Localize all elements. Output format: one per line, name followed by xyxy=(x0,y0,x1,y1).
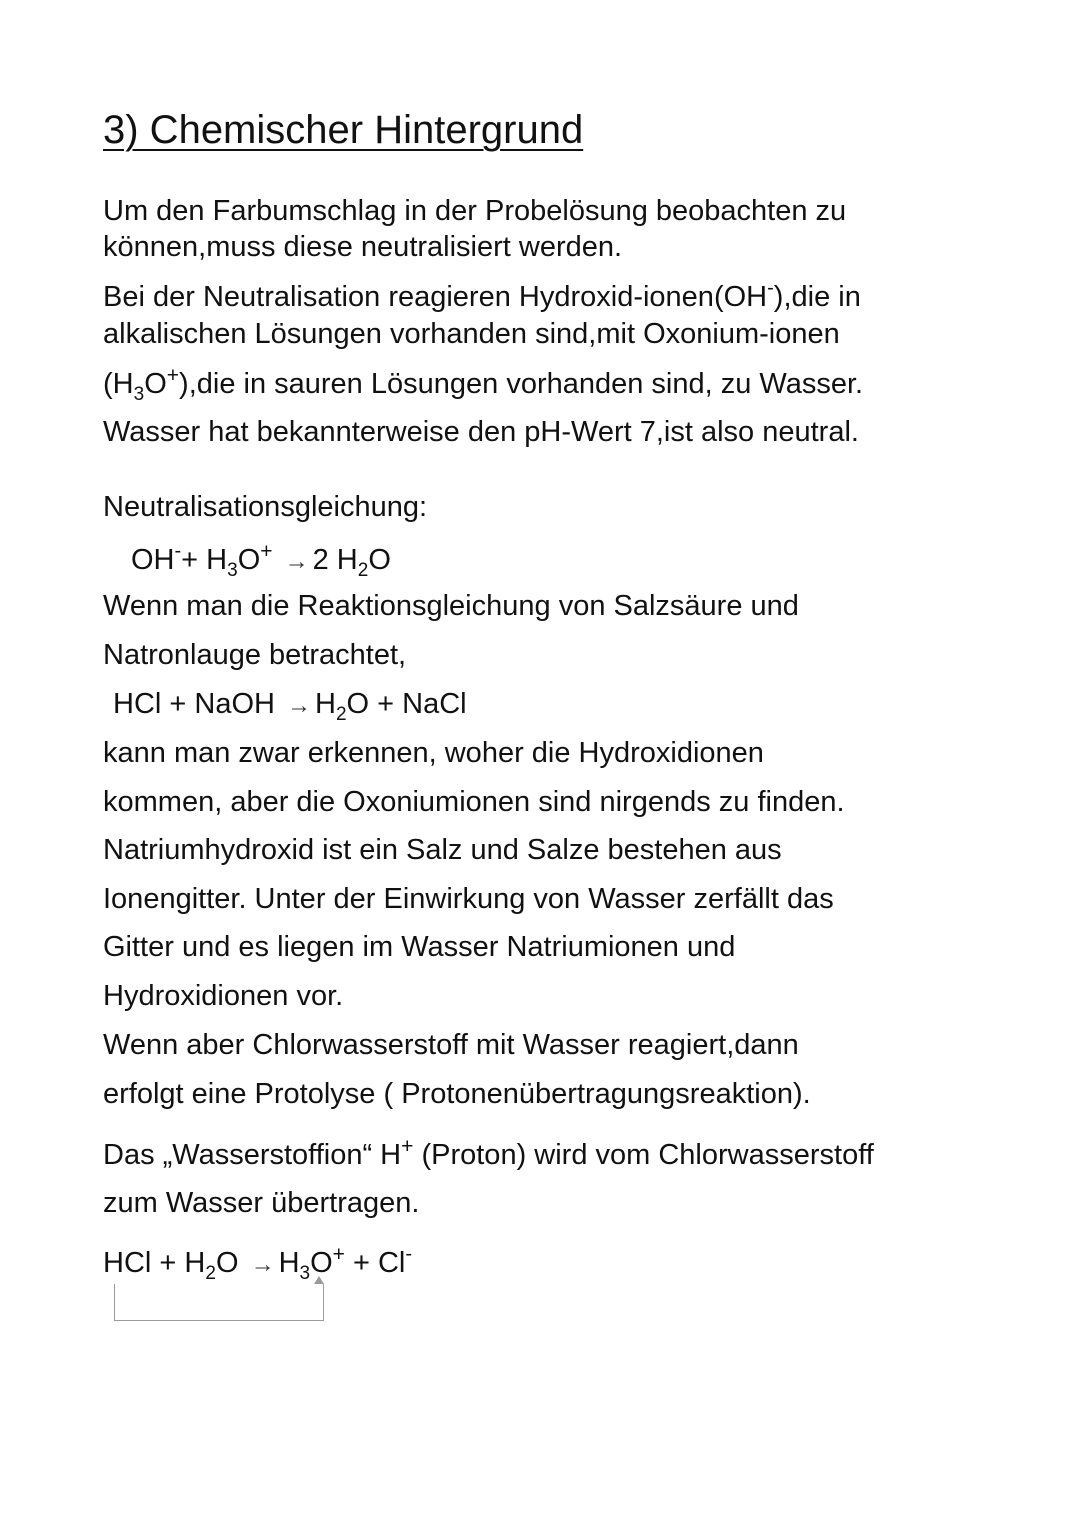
neutralisation-equation xyxy=(131,542,391,580)
section-label: Neutralisationsgleichung: xyxy=(103,491,428,523)
paragraph-line: Ionengitter. Unter der Einwirkung von Wasser zerfällt das xyxy=(103,883,834,915)
chem-symbol: H xyxy=(336,544,358,576)
subscript: 3 xyxy=(133,384,145,405)
chem-formula: HCl + NaOH xyxy=(113,688,275,720)
text-segment: Das „Wasserstoffion“ H xyxy=(103,1139,402,1171)
chem-symbol: H xyxy=(112,368,134,400)
paragraph-line: erfolgt eine Protolyse ( Protonenübertragungsreaktion). xyxy=(103,1078,811,1110)
subscript: 2 xyxy=(357,560,369,581)
paragraph-line: Wasser hat bekannterweise den pH-Wert 7,ist also neutral. xyxy=(103,416,859,448)
text-segment: (Proton) wird vom Chlorwasserstoff xyxy=(421,1139,874,1171)
chem-symbol: O xyxy=(215,1247,239,1279)
paragraph-line xyxy=(103,1137,874,1173)
paragraph-line: Natronlauge betrachtet, xyxy=(103,639,407,671)
paragraph-line: können,muss diese neutralisiert werden. xyxy=(103,231,623,263)
chem-symbol: OH xyxy=(131,544,175,576)
page-title: 3) Chemischer Hintergrund xyxy=(103,108,584,152)
plus-sign: + xyxy=(159,1247,177,1279)
paragraph-line: Natriumhydroxid ist ein Salz und Salze bestehen aus xyxy=(103,834,782,866)
reaction-arrow: → xyxy=(250,1251,275,1278)
chem-symbol: O xyxy=(368,544,391,576)
subscript: 3 xyxy=(227,560,238,581)
paragraph-line xyxy=(103,279,861,315)
superscript-plus: + xyxy=(401,1135,414,1158)
reaction-arrow: → xyxy=(284,548,309,575)
chem-symbol: H xyxy=(278,1247,300,1279)
paragraph-line: zum Wasser übertragen. xyxy=(103,1187,420,1219)
reaction-arrow: → xyxy=(287,692,312,719)
superscript-plus: + xyxy=(166,364,180,387)
subscript: 3 xyxy=(299,1263,311,1284)
protolysis-equation xyxy=(103,1245,412,1283)
paragraph-line: alkalischen Lösungen vorhanden sind,mit Oxonium-ionen xyxy=(103,318,840,350)
chem-symbol: H xyxy=(315,688,336,720)
chem-symbol: H xyxy=(206,544,228,576)
text-segment: Bei der Neutralisation reagieren Hydroxid-ionen(OH xyxy=(103,281,768,313)
hcl-naoh-equation xyxy=(113,686,467,724)
superscript-minus: - xyxy=(767,277,774,299)
paragraph-line: Hydroxidionen vor. xyxy=(103,980,344,1012)
proton-transfer-bracket xyxy=(114,1284,324,1321)
chem-symbol: H xyxy=(184,1247,206,1279)
coefficient: 2 xyxy=(312,544,329,576)
paragraph-line: Gitter und es liegen im Wasser Natriumionen und xyxy=(103,931,736,963)
plus-sign: + xyxy=(352,1247,370,1279)
paragraph-line: Wenn man die Reaktionsgleichung von Salzsäure und xyxy=(103,590,799,622)
chem-symbol: O xyxy=(144,368,167,400)
chem-symbol: O xyxy=(237,544,261,576)
subscript: 2 xyxy=(205,1263,216,1284)
paragraph-line: Wenn aber Chlorwasserstoff mit Wasser reagiert,dann xyxy=(103,1029,799,1061)
chem-symbol: O xyxy=(310,1247,333,1279)
superscript-plus: + xyxy=(260,540,273,563)
text-segment: ( xyxy=(103,368,113,400)
text-segment: ),die in xyxy=(773,281,861,313)
paragraph-line: kann man zwar erkennen, woher die Hydroxidionen xyxy=(103,737,764,769)
chem-formula: HCl xyxy=(103,1247,152,1279)
superscript-minus: - xyxy=(405,1243,413,1265)
superscript-minus: - xyxy=(174,540,182,562)
plus-sign: + xyxy=(181,544,199,576)
paragraph-line: kommen, aber die Oxoniumionen sind nirgends zu finden. xyxy=(103,786,845,818)
subscript: 2 xyxy=(335,704,347,725)
chem-symbol: Cl xyxy=(377,1247,406,1279)
paragraph-line xyxy=(103,364,864,405)
proton-transfer-arrowhead xyxy=(314,1276,324,1284)
chem-formula: O + NaCl xyxy=(346,688,467,720)
superscript-plus: + xyxy=(332,1243,345,1266)
text-segment: ),die in sauren Lösungen vorhanden sind, zu Wasser. xyxy=(179,368,864,400)
paragraph-line: Um den Farbumschlag in der Probelösung beobachten zu xyxy=(103,195,847,227)
